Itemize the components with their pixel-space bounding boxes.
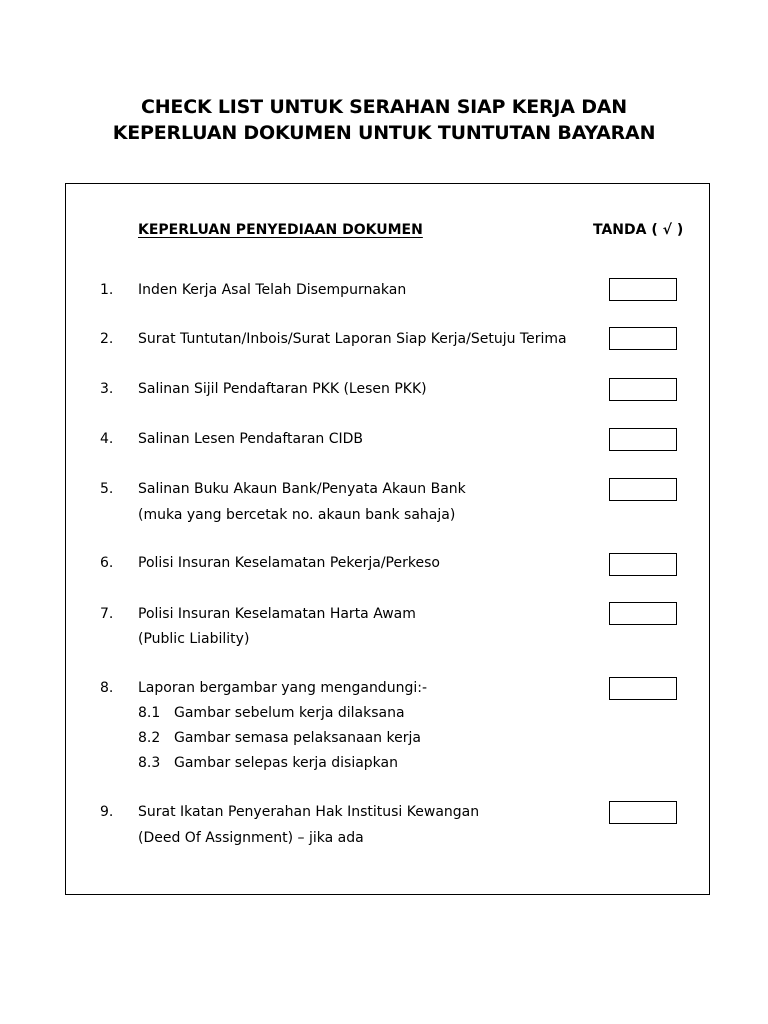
item-number: 9. [100, 804, 114, 820]
item-text: Salinan Lesen Pendaftaran CIDB [138, 431, 364, 447]
item-text: Salinan Sijil Pendaftaran PKK (Lesen PKK) [138, 381, 427, 397]
item-number: 5. [100, 481, 114, 497]
checkbox-item-5[interactable] [609, 478, 677, 501]
item-text: Polisi Insuran Keselamatan Pekerja/Perkeso [138, 555, 440, 571]
item-number: 8. [100, 680, 114, 696]
document-title-line-1: CHECK LIST UNTUK SERAHAN SIAP KERJA DAN [140, 96, 627, 118]
item-number: 7. [100, 606, 114, 622]
item-text-continuation: (Public Liability) [138, 631, 250, 647]
item-number: 1. [100, 282, 114, 298]
checkbox-item-8[interactable] [609, 677, 677, 700]
checkbox-item-2[interactable] [609, 327, 677, 350]
sub-item-number: 8.3 [138, 755, 161, 771]
checkbox-item-7[interactable] [609, 602, 677, 625]
document-title-line-2: KEPERLUAN DOKUMEN UNTUK TUNTUTAN BAYARAN [112, 122, 656, 144]
item-text: Inden Kerja Asal Telah Disempurnakan [138, 282, 407, 298]
checkbox-item-3[interactable] [609, 378, 677, 401]
item-number: 6. [100, 555, 114, 571]
item-text: Salinan Buku Akaun Bank/Penyata Akaun Bank [138, 481, 466, 497]
item-number: 2. [100, 331, 114, 347]
item-text: Surat Ikatan Penyerahan Hak Institusi Kewangan [138, 804, 480, 820]
item-text-continuation: (Deed Of Assignment) – jika ada [138, 830, 364, 846]
checkbox-item-6[interactable] [609, 553, 677, 576]
checkbox-item-1[interactable] [609, 278, 677, 301]
checkbox-item-9[interactable] [609, 801, 677, 824]
item-number: 3. [100, 381, 114, 397]
sub-item-text: Gambar selepas kerja disiapkan [174, 755, 398, 771]
mark-column-header: TANDA ( √ ) [593, 222, 684, 238]
sub-item-number: 8.2 [138, 730, 161, 746]
checkbox-item-4[interactable] [609, 428, 677, 451]
documents-column-header: KEPERLUAN PENYEDIAAN DOKUMEN [138, 222, 423, 238]
item-text: Surat Tuntutan/Inbois/Surat Laporan Siap Kerja/Setuju Terima [138, 331, 567, 347]
sub-item-number: 8.1 [138, 705, 161, 721]
item-text: Laporan bergambar yang mengandungi:- [138, 680, 427, 696]
item-number: 4. [100, 431, 114, 447]
item-text: Polisi Insuran Keselamatan Harta Awam [138, 606, 416, 622]
sub-item-text: Gambar semasa pelaksanaan kerja [174, 730, 421, 746]
item-text-continuation: (muka yang bercetak no. akaun bank sahaja) [138, 507, 456, 523]
sub-item-text: Gambar sebelum kerja dilaksana [174, 705, 405, 721]
